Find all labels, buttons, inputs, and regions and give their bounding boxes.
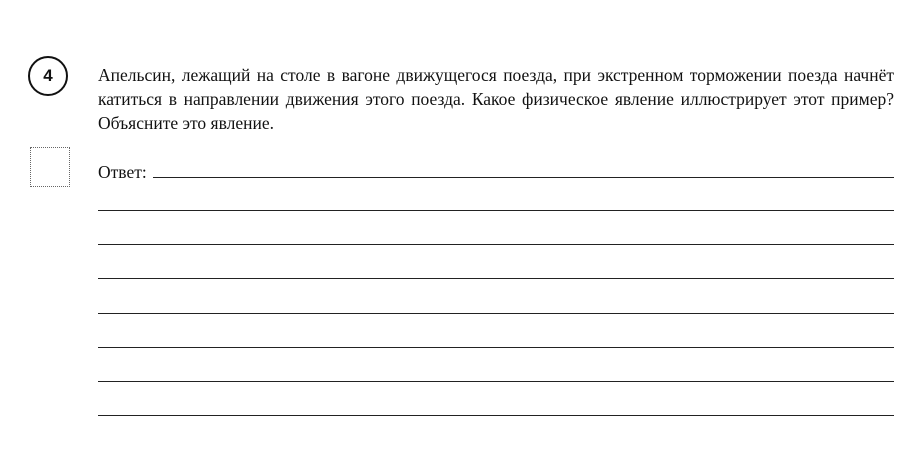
answer-line-8[interactable] [98, 415, 894, 416]
question-number: 4 [43, 66, 53, 85]
answer-line-4[interactable] [98, 278, 894, 279]
answer-line-6[interactable] [98, 347, 894, 348]
answer-line-3[interactable] [98, 244, 894, 245]
answer-line-7[interactable] [98, 381, 894, 382]
answer-line-2[interactable] [98, 210, 894, 211]
answer-line-5[interactable] [98, 313, 894, 314]
answer-label: Ответ: [98, 162, 147, 182]
score-box [30, 147, 70, 187]
answer-line-1[interactable] [153, 176, 894, 178]
answer-row [98, 158, 894, 182]
question-text: Апельсин, лежащий на столе в вагоне движущегося поезда, при экстренном торможении поезда начнёт катиться в направлении движения этого поезда. Какое физическое явление иллюстрирует этот пример? Объясните это явление. [98, 65, 894, 133]
question-number-badge [28, 56, 68, 96]
